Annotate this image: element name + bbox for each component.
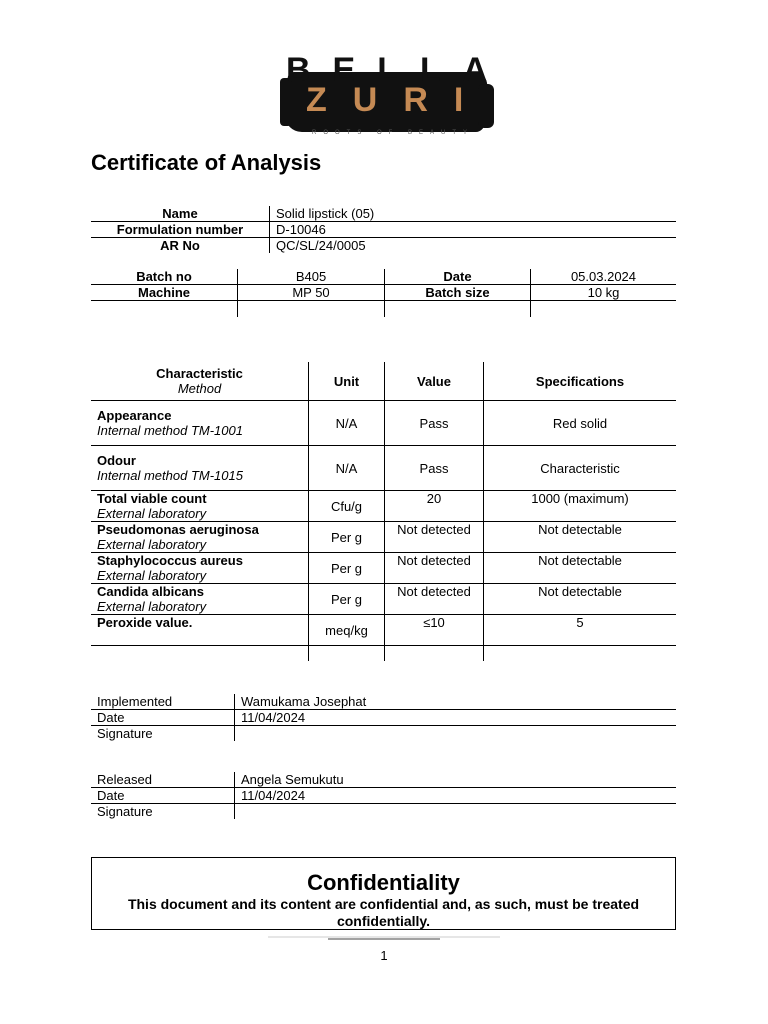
product-row [91, 206, 676, 222]
characteristic-method: Internal method TM-1001 [97, 423, 243, 438]
batch-row [91, 269, 676, 285]
unit-header: Unit [309, 362, 385, 401]
value-cell: ≤10 [385, 615, 484, 646]
product-value: D-10046 [270, 222, 677, 238]
spec-cell: Characteristic [484, 446, 677, 491]
empty-cell [309, 646, 385, 662]
product-row [91, 238, 676, 254]
product-label: AR No [91, 238, 270, 254]
implemented-date: 11/04/2024 [235, 710, 677, 726]
released-date-row [91, 788, 676, 804]
analysis-row [91, 553, 676, 584]
unit-cell: Per g [309, 553, 385, 584]
characteristic-name: Odour [97, 453, 136, 468]
analysis-row [91, 446, 676, 491]
spec-cell: 1000 (maximum) [484, 491, 677, 522]
implemented-name: Wamukama Josephat [235, 694, 677, 710]
value-cell: Pass [385, 401, 484, 446]
released-signature-label: Signature [91, 804, 235, 820]
implemented-table [91, 694, 676, 741]
empty-cell [484, 646, 677, 662]
product-row [91, 222, 676, 238]
value-cell: 20 [385, 491, 484, 522]
released-signature-row [91, 804, 676, 820]
characteristic-cell [91, 446, 309, 491]
confidentiality-heading: Confidentiality [307, 870, 460, 895]
implemented-signature-label: Signature [91, 726, 235, 742]
released-row [91, 772, 676, 788]
specifications-header: Specifications [484, 362, 677, 401]
released-date-label: Date [91, 788, 235, 804]
implemented-date-label: Date [91, 710, 235, 726]
batch-size-label: Batch size [385, 285, 531, 301]
logo-text-bella: BELLA [286, 51, 510, 89]
characteristic-cell [91, 401, 309, 446]
analysis-row [91, 522, 676, 553]
characteristic-name: Appearance [97, 408, 172, 423]
analysis-row [91, 584, 676, 615]
characteristic-name: Candida albicans [97, 584, 204, 599]
released-table [91, 772, 676, 819]
characteristic-method: External laboratory [97, 568, 207, 583]
characteristic-cell [91, 615, 309, 646]
batch-no-value: B405 [238, 269, 385, 285]
analysis-table [91, 362, 676, 661]
released-signature [235, 804, 677, 820]
implemented-label: Implemented [91, 694, 235, 710]
unit-cell: Per g [309, 584, 385, 615]
logo-tagline: ROOTS OF BEAUTY [311, 130, 474, 136]
machine-value: MP 50 [238, 285, 385, 301]
value-cell: Not detected [385, 553, 484, 584]
logo-text-zuri: ZURI [306, 81, 490, 119]
unit-cell: N/A [309, 401, 385, 446]
characteristic-cell [91, 491, 309, 522]
batch-size-value: 10 kg [531, 285, 677, 301]
empty-cell [385, 646, 484, 662]
spec-cell: Red solid [484, 401, 677, 446]
implemented-signature [235, 726, 677, 742]
product-value: QC/SL/24/0005 [276, 238, 366, 253]
implemented-date-row [91, 710, 676, 726]
value-cell: Pass [385, 446, 484, 491]
empty-cell [238, 301, 385, 318]
empty-cell [91, 646, 309, 662]
characteristic-cell [91, 553, 309, 584]
released-label: Released [91, 772, 235, 788]
bella-zuri-logo [256, 44, 508, 152]
batch-empty-row [91, 301, 676, 318]
spec-cell: Not detectable [484, 553, 677, 584]
characteristic-name: Pseudomonas aeruginosa [97, 522, 259, 537]
characteristic-header [91, 362, 309, 401]
empty-cell [385, 301, 531, 318]
characteristic-method: External laboratory [97, 506, 207, 521]
released-date: 11/04/2024 [235, 788, 677, 804]
confidentiality-text: This document and its content are confidential and, as such, must be treated confidentially. [127, 896, 640, 929]
empty-cell [531, 301, 677, 318]
analysis-row [91, 401, 676, 446]
analysis-empty-row [91, 646, 676, 662]
characteristic-name: Staphylococcus aureus [97, 553, 243, 568]
product-value: Solid lipstick (05) [270, 206, 677, 222]
characteristic-name: Total viable count [97, 491, 207, 506]
characteristic-name: Peroxide value. [97, 615, 193, 630]
characteristic-header-label: Characteristic [156, 366, 243, 381]
value-cell: Not detected [385, 584, 484, 615]
product-label: Formulation number [91, 222, 270, 238]
batch-info-table [91, 269, 676, 317]
analysis-row [91, 491, 676, 522]
spec-cell: Not detectable [484, 522, 677, 553]
product-info-table [91, 206, 676, 253]
page-title: Certificate of Analysis [91, 150, 322, 175]
characteristic-cell [91, 522, 309, 553]
characteristic-method: External laboratory [97, 599, 207, 614]
implemented-row [91, 694, 676, 710]
batch-row [91, 285, 676, 301]
method-header-label: Method [177, 381, 222, 396]
released-name: Angela Semukutu [235, 772, 677, 788]
analysis-row [91, 615, 676, 646]
implemented-signature-row [91, 726, 676, 742]
page-number: 1 [380, 948, 388, 963]
date-label: Date [385, 269, 531, 285]
unit-cell: Cfu/g [309, 491, 385, 522]
value-header: Value [385, 362, 484, 401]
empty-cell [91, 301, 238, 318]
spec-cell: 5 [484, 615, 677, 646]
unit-cell: Per g [309, 522, 385, 553]
spec-cell: Not detectable [484, 584, 677, 615]
characteristic-cell [91, 584, 309, 615]
analysis-header-row [91, 362, 676, 401]
characteristic-method: Internal method TM-1015 [97, 468, 243, 483]
product-label: Name [91, 206, 270, 222]
confidentiality-box [91, 857, 676, 930]
batch-no-label: Batch no [91, 269, 238, 285]
characteristic-method: External laboratory [97, 537, 207, 552]
machine-label: Machine [91, 285, 238, 301]
date-value: 05.03.2024 [531, 269, 677, 285]
footer-divider [268, 936, 500, 940]
unit-cell: meq/kg [309, 615, 385, 646]
value-cell: Not detected [385, 522, 484, 553]
unit-cell: N/A [309, 446, 385, 491]
